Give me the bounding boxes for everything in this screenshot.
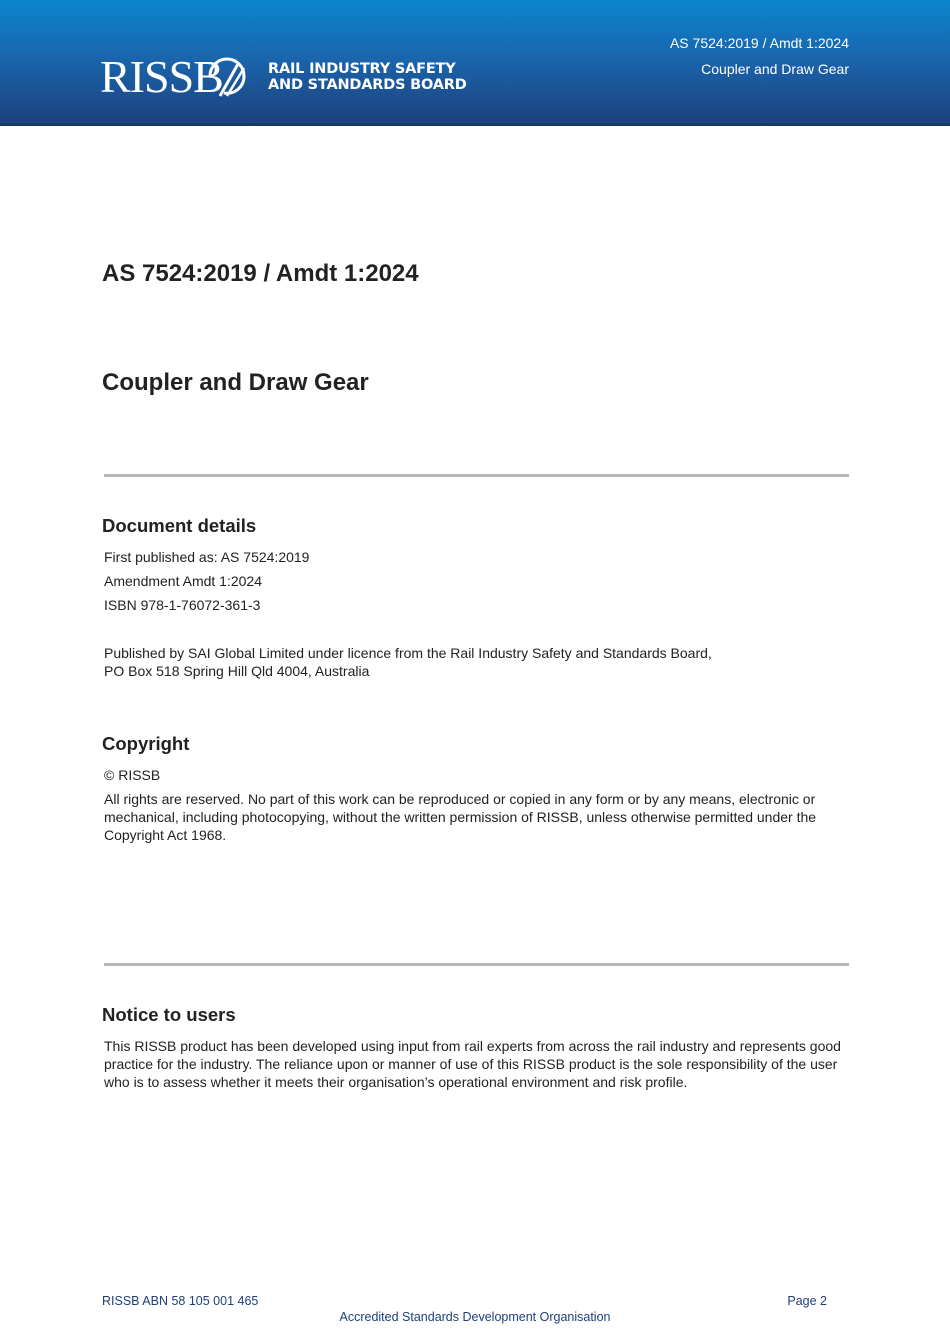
document-title: AS 7524:2019 / Amdt 1:2024 (102, 260, 419, 287)
section-divider (104, 963, 849, 966)
footer-abn: RISSB ABN 58 105 001 465 (102, 1294, 259, 1308)
header-doc-title: Coupler and Draw Gear (701, 61, 849, 77)
copyright-owner: © RISSB (104, 767, 161, 783)
copyright-heading: Copyright (102, 733, 190, 754)
publisher-info: Published by SAI Global Limited under licence from the Rail Industry Safety and Standards Board, PO Box 518 Spring Hill Qld 4004, Australia (104, 645, 712, 679)
copyright-text: All rights are reserved. No part of this work can be reproduced or copied in any form or by any means, electronic or mechanical, including photocopying, without the written permission of RISSB, unless otherwise permitted under the Copyright Act 1968. (104, 791, 817, 843)
document-subtitle: Coupler and Draw Gear (102, 369, 369, 396)
header-doc-code: AS 7524:2019 / Amdt 1:2024 (669, 35, 849, 51)
notice-heading: Notice to users (102, 1004, 236, 1025)
logo-emblem-icon (204, 54, 250, 100)
footer-accreditation: Accredited Standards Development Organisation (339, 1310, 611, 1324)
amendment: Amendment Amdt 1:2024 (104, 573, 262, 589)
header-doc-info (670, 30, 849, 82)
isbn: ISBN 978-1-76072-361-3 (104, 597, 261, 613)
page-header (0, 0, 950, 126)
section-divider (104, 474, 849, 477)
document-details-heading: Document details (102, 515, 257, 536)
logo-tagline: RAIL INDUSTRY SAFETY AND STANDARDS BOARD (268, 61, 467, 93)
footer-page-number: Page 2 (787, 1294, 827, 1308)
logo-wordmark: RISSB (100, 51, 223, 102)
notice-text: This RISSB product has been developed using input from rail experts from across the rail industry and represents good practice for the industry. The reliance upon or manner of use of this RISSB product is the sole responsibility of the user who is to assess whether it meets their organisation’s operational environment and risk profile. (104, 1038, 841, 1090)
first-published: First published as: AS 7524:2019 (104, 549, 310, 565)
